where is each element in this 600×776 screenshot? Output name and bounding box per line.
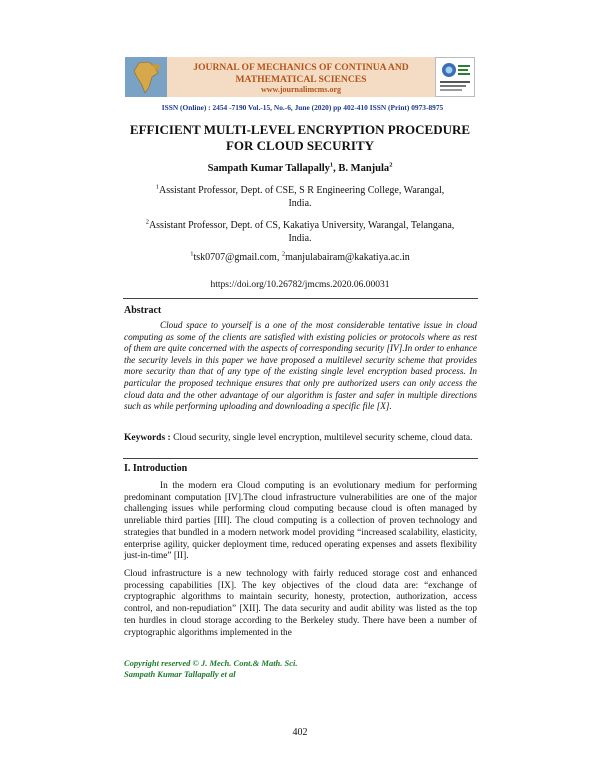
keywords	[124, 432, 477, 444]
issn-line: ISSN (Online) : 2454 -7190 Vol.-15, No.-6, June (2020) pp 402-410 ISSN (Print) 0973-8975	[161, 103, 444, 112]
journal-name: JOURNAL OF MECHANICS OF CONTINUA AND MATHEMATICAL SCIENCES	[193, 62, 409, 85]
introduction-paragraph-2: Cloud infrastructure is a new technology with fairly reduced storage cost and enhanced processing capabilities [IX]. The key objectives of the cloud data are: “exchange of cryptographic algorithms to maintain security, honesty, protection, authorization, access control, and non-repudiation” [XII]. The data security and audit ability was listed as the top ten hurdles in cloud storage according to the Berkeley study. There have been a number of cryptographic algorithms implemented in the	[124, 569, 477, 638]
doi-link[interactable]: https://doi.org/10.26782/jmcms.2020.06.00031	[210, 280, 390, 290]
journal-emblem-logo-icon	[435, 57, 475, 97]
abstract-text: Cloud space to yourself is a one of the most considerable tentative issue in cloud computing as some of the clients are satisfied with existing policies or protocols where as rest of them are quite concerned with the aspects of corresponding security [IV].In order to enhance the security levels in this paper we have proposed a multilevel security scheme that provides more security than that of any type of the existing single level encryption based process. In particular the proposed technique ensures that only pre authorized users can only access the cloud data and the other advantage of our algorithm is faster and safer in multiple directions such as while performing uploading and downloading a specific file [X].	[124, 320, 477, 412]
author-list: Sampath Kumar Tallapally$^1$, B. Manjula$^2$	[207, 161, 393, 174]
page-number: 402	[292, 727, 308, 738]
affiliation-1: $^1$Assistant Professor, Dept. of CSE, S R Engineering College, Warangal, India.	[155, 183, 445, 209]
copyright-footer: Copyright reserved © J. Mech. Cont.& Math. Sci. Sampath Kumar Tallapally et al	[124, 658, 298, 679]
introduction-heading: I. Introduction	[124, 463, 188, 474]
divider-middle	[123, 458, 478, 459]
affiliation-2: $^2$Assistant Professor, Dept. of CS, Kakatiya University, Warangal, Telangana, India.	[145, 218, 455, 244]
introduction-paragraph-1: In the modern era Cloud computing is an evolutionary medium for performing predominant computation [IV].The cloud infrastructure vulnerabilities are one of the major challenging issues while performing cloud computing because cloud is often managed by unreliable third parties [III]. The cloud computing is a collection of proven technology and strategies that bundled in a modern network model providing “increased scalability, elasticity, enterprise agility, quicker deployment time, reduced operating expenses and assets flexibility just-in-time” [II].	[124, 481, 477, 562]
author-emails: $^1$tsk0707@gmail.com, $^2$manjulabairam@kakatiya.ac.in	[190, 250, 410, 263]
journal-url: www.journalimcms.org	[261, 85, 341, 94]
divider-top	[123, 298, 478, 299]
india-map-logo-icon	[125, 57, 167, 97]
keywords-text: Cloud security, single level encryption, multilevel security scheme, cloud data.	[170, 433, 473, 443]
abstract-heading: Abstract	[124, 305, 162, 316]
keywords-label: Keywords :	[124, 433, 171, 443]
paper-title: EFFICIENT MULTI-LEVEL ENCRYPTION PROCEDURE FOR CLOUD SECURITY	[129, 122, 471, 153]
